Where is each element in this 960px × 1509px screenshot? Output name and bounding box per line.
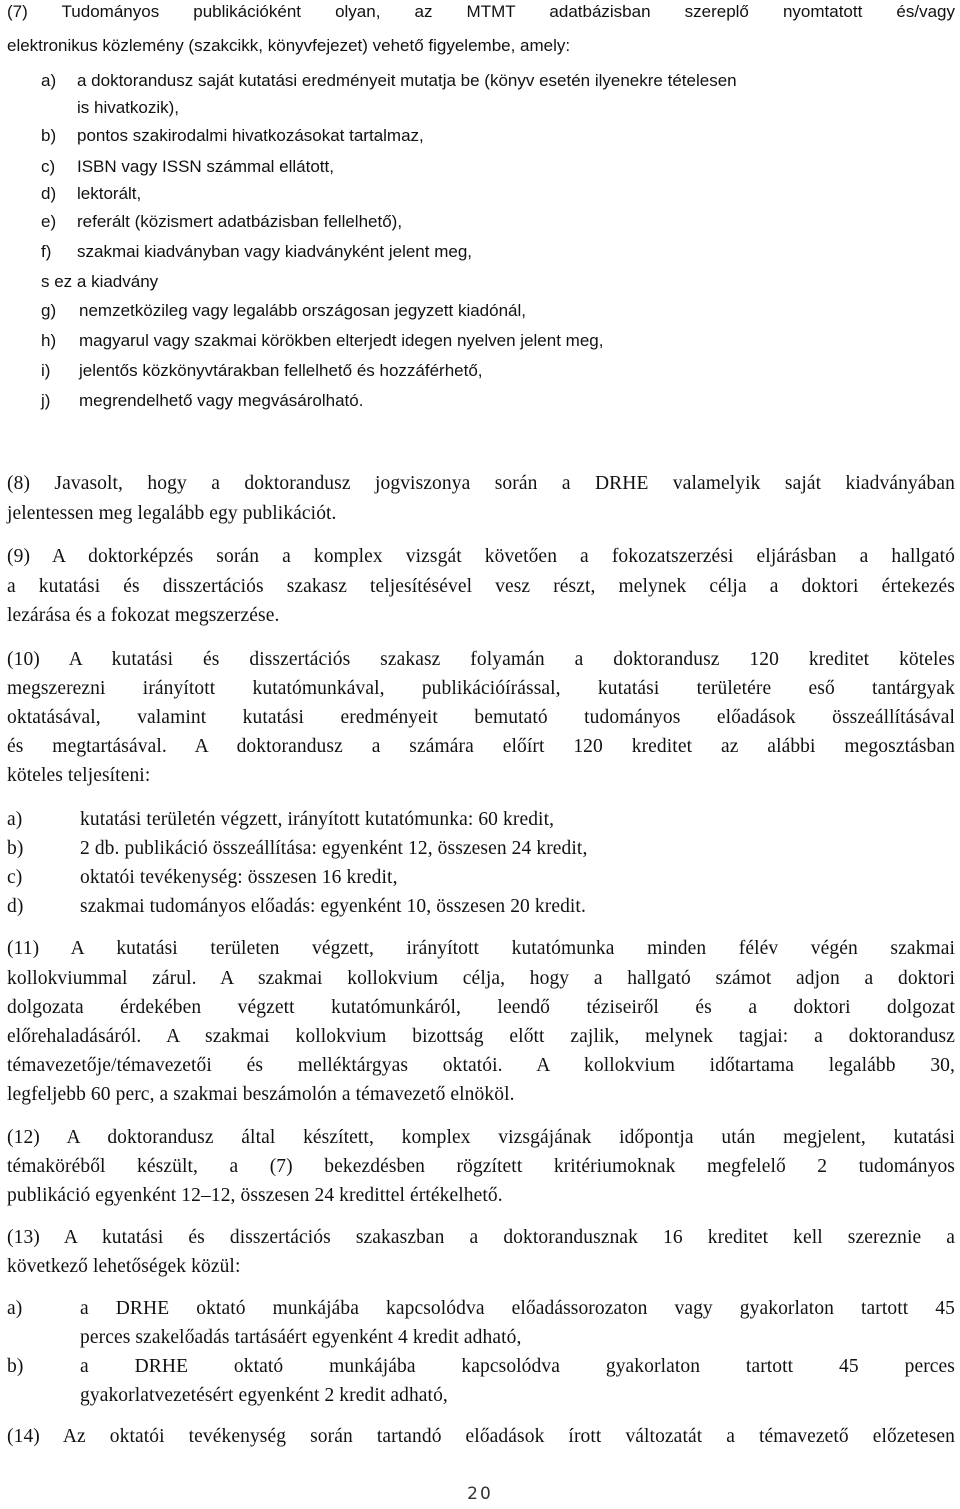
credit-item-d: d) szakmai tudományos előadás: egyenként 10, összesen 20 kredit. [7,896,586,917]
list-item-a-cont: is hivatkozik), [77,98,180,117]
list-item-c: c) ISBN vagy ISSN számmal ellátott, [41,157,334,176]
list-item-a: a) a doktorandusz saját kutatási eredményeit mutatja be (könyv esetén ilyenekre tételesen [41,71,737,90]
section-9-line-3: lezárása és a fokozat megszerzése. [7,605,280,626]
section-14-line-1: (14) Az oktatói tevékenység során tartandó előadások írott változatát a témavezető előzetesen [7,1426,955,1447]
section-12-line-3: publikáció egyenként 12–12, összesen 24 kredittel értékelhető. [7,1185,503,1206]
section-10-line-4: és megtartásával. A doktorandusz a számára előírt 120 kreditet az alábbi megosztásban [7,736,955,757]
section-11-line-3: dolgozata érdekében végzett kutatómunkáról, leendő téziseiről és a doktori dolgozat [7,997,955,1018]
section-8-line-2: jelentessen meg legalább egy publikációt. [7,503,337,524]
option-item-a-cont: perces szakelőadás tartásáért egyenként 4 kredit adható, [80,1327,522,1348]
section-10-line-2: megszerezni irányított kutatómunkával, publikációírással, kutatási területére eső tantárgyak [7,678,955,699]
section-7-line-2: elektronikus közlemény (szakcikk, könyvfejezet) vehető figyelembe, amely: [7,36,571,55]
connector-text: s ez a kiadvány [41,272,159,291]
section-10-line-3: oktatásával, valamint kutatási eredményeit bemutató tudományos előadások összeállításával [7,707,955,728]
section-11-line-5: témavezetője/témavezetői és melléktárgyas oktatói. A kollokvium időtartama legalább 30, [7,1055,955,1076]
section-11-line-2: kollokviummal zárul. A szakmai kollokvium célja, hogy a hallgató számot adjon a doktori [7,968,955,989]
list-item-e: e) referált (közismert adatbázisban fellelhető), [41,212,403,231]
list-item-h: h) magyarul vagy szakmai körökben elterjedt idegen nyelven jelent meg, [41,331,604,350]
option-item-b: b) a DRHE oktató munkájába kapcsolódva gyakorlaton tartott 45 perces [7,1356,955,1377]
option-item-a: a) a DRHE oktató munkájába kapcsolódva előadássorozaton vagy gyakorlaton tartott 45 [7,1298,955,1319]
list-item-d: d) lektorált, [41,184,142,203]
section-9-line-1: (9) A doktorképzés során a komplex vizsgát követően a fokozatszerzési eljárásban a hallgató [7,546,955,567]
list-item-b: b) pontos szakirodalmi hivatkozásokat tartalmaz, [41,126,424,145]
list-item-g: g) nemzetközileg vagy legalább országosan jegyzett kiadónál, [41,301,526,320]
list-item-i: i) jelentős közkönyvtárakban fellelhető és hozzáférhető, [41,361,483,380]
section-10-line-5: köteles teljesíteni: [7,765,151,786]
section-7-line-1: (7) Tudományos publikációként olyan, az MTMT adatbázisban szereplő nyomtatott és/vagy [7,2,955,21]
section-10-line-1: (10) A kutatási és disszertációs szakasz folyamán a doktorandusz 120 kreditet köteles [7,649,955,670]
page-number: 20 [467,1484,493,1504]
section-11-line-1: (11) A kutatási területen végzett, irányított kutatómunka minden félév végén szakmai [7,938,955,959]
list-item-j: j) megrendelhető vagy megvásárolható. [41,391,364,410]
section-9-line-2: a kutatási és disszertációs szakasz teljesítésével vesz részt, melynek célja a doktori értekezés [7,576,955,597]
credit-item-a: a) kutatási területén végzett, irányított kutatómunka: 60 kredit, [7,809,555,830]
section-11-line-4: előrehaladásáról. A szakmai kollokvium bizottság előtt zajlik, melynek tagjai: a doktorandusz [7,1026,955,1047]
option-item-b-cont: gyakorlatvezetésért egyenként 2 kredit adható, [80,1385,448,1406]
section-12-line-1: (12) A doktorandusz által készített, komplex vizsgájának időpontja után megjelent, kutatási [7,1127,955,1148]
section-13-line-2: következő lehetőségek közül: [7,1256,241,1277]
section-11-line-6: legfeljebb 60 perc, a szakmai beszámolón a témavezető elnököl. [7,1084,515,1105]
section-12-line-2: témaköréből készült, a (7) bekezdésben rögzített kritériumoknak megfelelő 2 tudományos [7,1156,955,1177]
credit-item-c: c) oktatói tevékenység: összesen 16 kredit, [7,867,398,888]
credit-item-b: b) 2 db. publikáció összeállítása: egyenként 12, összesen 24 kredit, [7,838,588,859]
section-13-line-1: (13) A kutatási és disszertációs szakaszban a doktorandusznak 16 kreditet kell szereznie a [7,1227,955,1248]
section-8-line-1: (8) Javasolt, hogy a doktorandusz jogviszonya során a DRHE valamelyik saját kiadványában [7,473,955,494]
list-item-f: f) szakmai kiadványban vagy kiadványként jelent meg, [41,242,472,261]
